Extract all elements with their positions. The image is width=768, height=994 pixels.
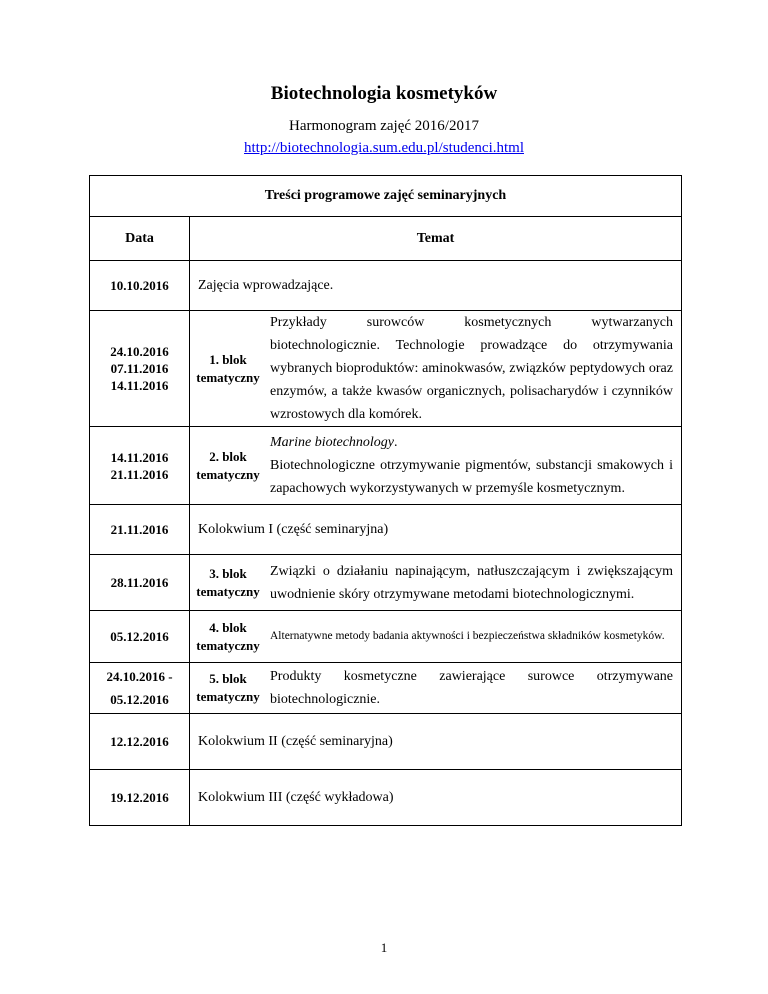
block-label: [190, 427, 267, 505]
date-line: 24.10.2016: [110, 344, 169, 359]
date-line: 14.11.2016: [110, 378, 169, 393]
table-row: [90, 663, 682, 714]
block-word: tematyczny: [196, 466, 260, 482]
block-word: tematyczny: [196, 637, 260, 653]
date-line: 21.11.2016: [110, 466, 169, 482]
block-number: 5. blok: [209, 671, 247, 686]
row-date: 05.12.2016: [90, 611, 190, 663]
table-row: [90, 261, 682, 311]
course-link-line: [0, 140, 768, 157]
date-line: 14.11.2016: [110, 449, 169, 465]
table-row: [90, 714, 682, 770]
topic-italic: Marine biotechnology: [270, 435, 395, 450]
table-row: [90, 505, 682, 555]
document-title: Biotechnologia kosmetyków: [270, 83, 498, 104]
block-word: tematyczny: [196, 689, 260, 704]
row-date: [90, 663, 190, 714]
column-header-date: Data: [90, 217, 190, 261]
table-row: [90, 427, 682, 505]
section-title: Treści programowe zajęć seminaryjnych: [90, 176, 682, 217]
block-number: 1. blok: [209, 351, 247, 367]
row-topic: Alternatywne metody badania aktywności i bezpieczeństwa składników kosmetyków.: [266, 611, 682, 663]
column-header-topic: Temat: [190, 217, 682, 261]
row-date: 19.12.2016: [90, 770, 190, 826]
row-topic: [266, 427, 682, 505]
row-date: 28.11.2016: [90, 555, 190, 611]
row-date: 10.10.2016: [90, 261, 190, 311]
row-topic: Związki o działaniu napinającym, natłuszczającym i zwiększającym uwodnienie skóry otrzymywane metodami biotechnologicznymi.: [266, 555, 682, 611]
row-topic: [266, 663, 682, 714]
topic-text: Biotechnologiczne otrzymywanie pigmentów, substancji smakowych i zapachowych wykorzystywanych w przemyśle kosmetycznym.: [270, 458, 673, 496]
table-row: [90, 555, 682, 611]
date-line: 07.11.2016: [110, 361, 169, 376]
course-link[interactable]: http://biotechnologia.sum.edu.pl/studenci.html: [244, 140, 524, 156]
topic-first-line: Przykłady surowców kosmetycznych wytwarzanych: [270, 315, 673, 330]
page-number: 1: [380, 940, 388, 955]
block-label: [190, 663, 267, 714]
topic-first-line: Produkty kosmetyczne zawierające surowce otrzymywane: [270, 669, 673, 684]
row-date: 12.12.2016: [90, 714, 190, 770]
date-line: 05.12.2016: [110, 692, 169, 707]
table-row: [90, 770, 682, 826]
row-topic: Kolokwium II (część seminaryjna): [190, 714, 682, 770]
schedule-table: [89, 175, 682, 826]
block-word: tematyczny: [196, 583, 260, 599]
table-row: [90, 611, 682, 663]
block-number: 4. blok: [209, 619, 247, 635]
row-date: [90, 427, 190, 505]
block-number: 3. blok: [209, 565, 247, 581]
document-subtitle: Harmonogram zajęć 2016/2017: [289, 118, 479, 134]
row-topic: [266, 311, 682, 427]
block-label: [190, 311, 267, 427]
row-date: [90, 311, 190, 427]
block-number: 2. blok: [209, 448, 247, 464]
block-label: [190, 555, 267, 611]
topic-text: biotechnologicznie. Technologie prowadzące do otrzymywania wybranych bioproduktów: aminokwasów, związków peptydowych oraz enzymów, a także kwasów organicznych, polisacharydów i czynników wzrostowych dla komórek.: [270, 338, 673, 422]
block-label: [190, 611, 267, 663]
row-topic: Kolokwium III (część wykładowa): [190, 770, 682, 826]
table-row: [90, 311, 682, 427]
topic-second-line: biotechnologicznie.: [270, 692, 381, 707]
row-topic: Zajęcia wprowadzające.: [190, 261, 682, 311]
topic-italic-line: Marine biotechnology.: [270, 435, 398, 450]
date-line: 24.10.2016 -: [106, 669, 173, 684]
row-date: 21.11.2016: [90, 505, 190, 555]
block-word: tematyczny: [196, 369, 260, 385]
row-topic: Kolokwium I (część seminaryjna): [190, 505, 682, 555]
